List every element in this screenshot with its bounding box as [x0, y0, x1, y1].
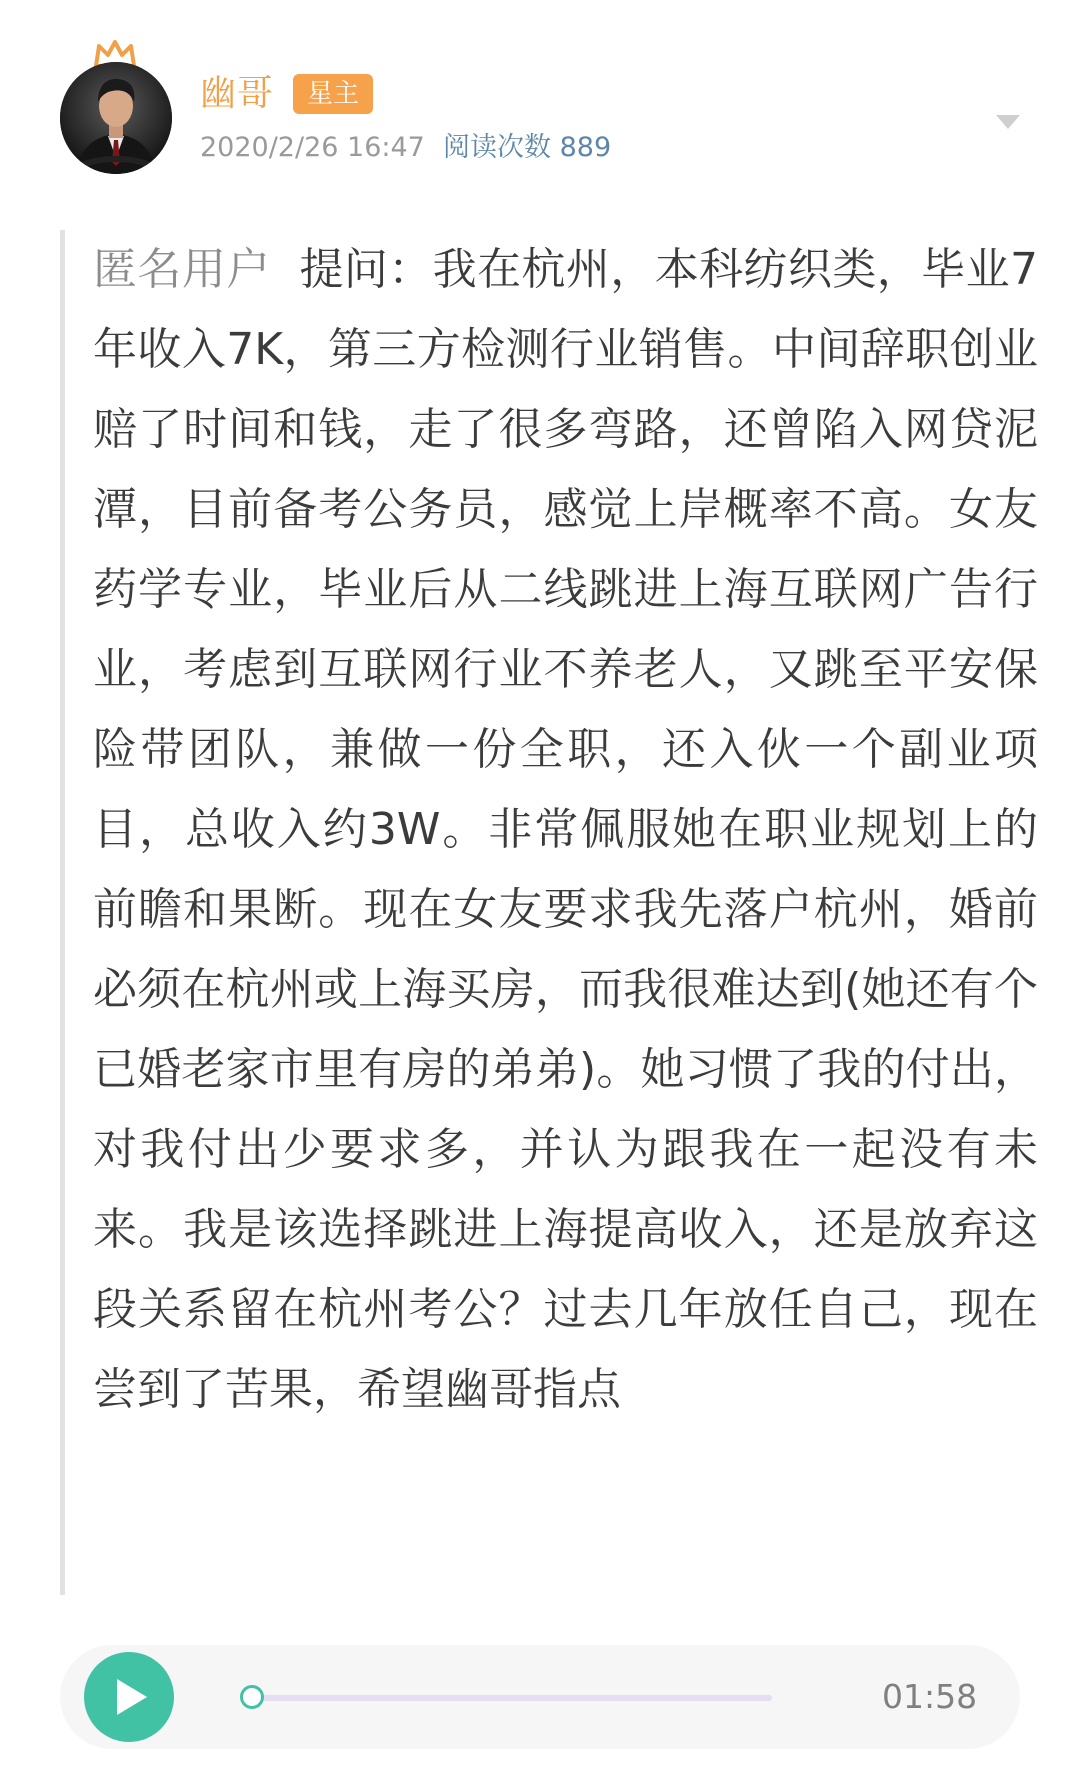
audio-player	[60, 1645, 1020, 1749]
role-badge: 星主	[293, 74, 373, 114]
question-body: 提问：我在杭州，本科纺织类，毕业7年收入7K，第三方检测行业销售。中间辞职创业赔了时间和钱，走了很多弯路，还曾陷入网贷泥潭，目前备考公务员，感觉上岸概率不高。女友药学专业，毕业后从二线跳进上海互联网广告行业，考虑到互联网行业不养老人，又跳至平安保险带团队，兼做一份全职，还入伙一个副业项目，总收入约3W。非常佩服她在职业规划上的前瞻和果断。现在女友要求我先落户杭州，婚前必须在杭州或上海买房，而我很难达到(她还有个已婚老家市里有房的弟弟)。她习惯了我的付出，对我付出少要求多，并认为跟我在一起没有未来。我是该选择跳进上海提高收入，还是放弃这段关系留在杭州考公？过去几年放任自己，现在尝到了苦果，希望幽哥指点	[93, 244, 1038, 1415]
post-timestamp: 2020/2/26 16:47	[200, 132, 425, 163]
play-icon	[117, 1679, 147, 1715]
read-count: 阅读次数 889	[443, 132, 612, 163]
avatar-photo	[60, 62, 172, 174]
chevron-down-icon[interactable]	[993, 112, 1023, 132]
avatar[interactable]	[60, 62, 172, 174]
audio-duration: 01:58	[882, 1677, 978, 1716]
author-name[interactable]: 幽哥	[200, 73, 275, 114]
question-text	[93, 230, 1038, 1430]
progress-track[interactable]	[252, 1695, 772, 1701]
play-button[interactable]	[84, 1652, 174, 1742]
asker-name: 匿名用户	[93, 244, 271, 295]
question-block	[60, 230, 1045, 1595]
asker-spacer	[271, 244, 300, 295]
progress-handle[interactable]	[240, 1685, 264, 1709]
